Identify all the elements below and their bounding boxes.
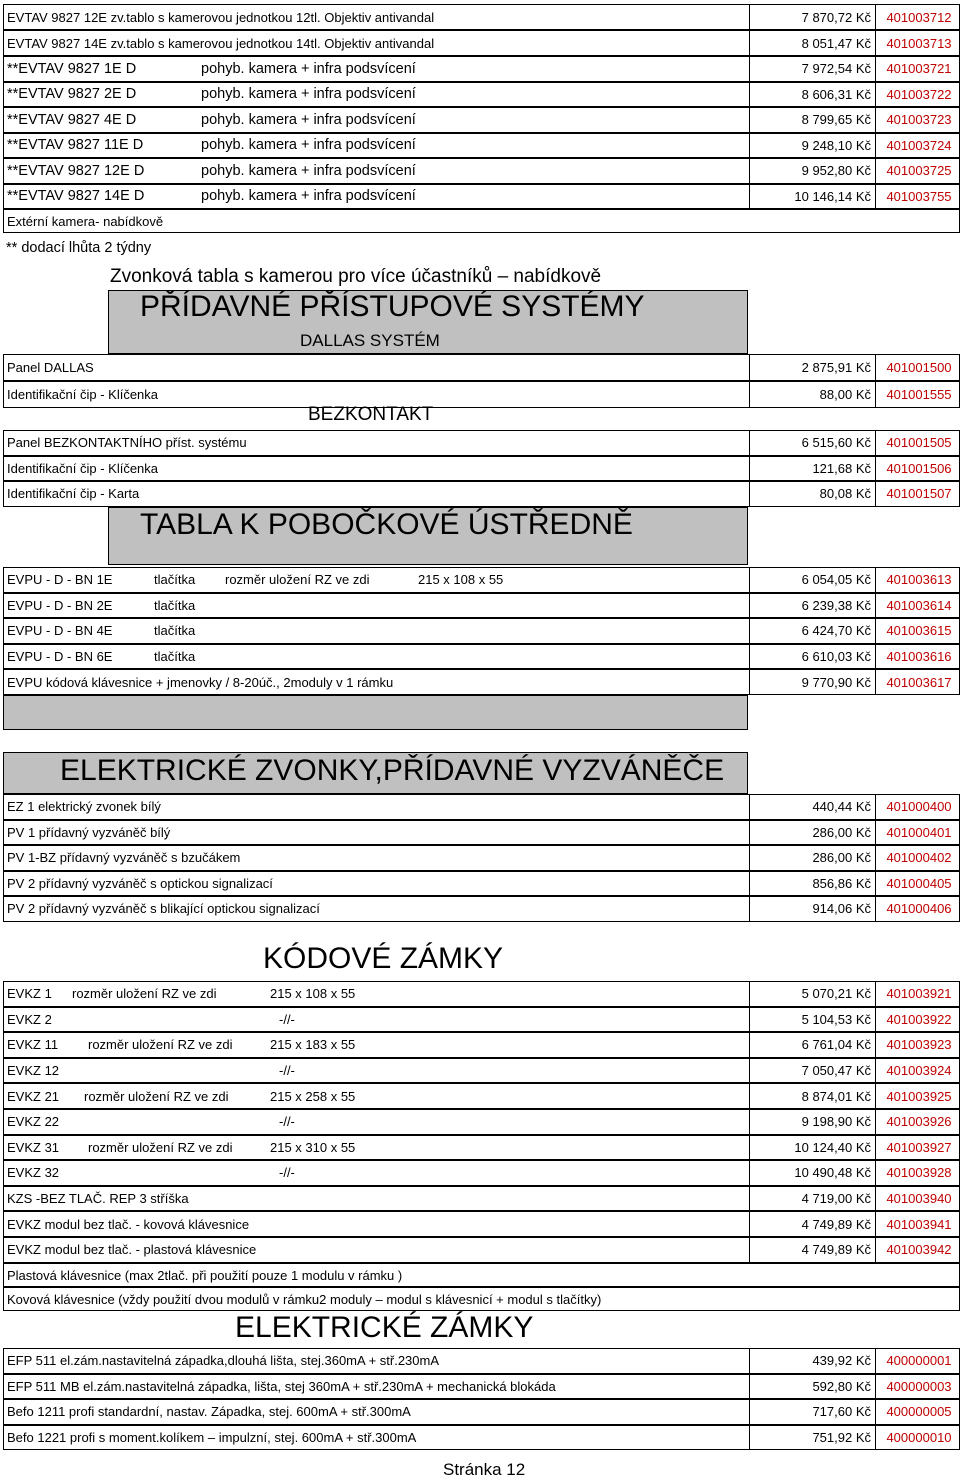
item-extra: rozměr uložení RZ ve zdi: [88, 1139, 233, 1155]
table-row: [3, 4, 960, 30]
product-code: 400000003: [875, 1375, 960, 1399]
price-cell: 751,92 Kč: [749, 1426, 875, 1450]
price-cell: 6 610,03 Kč: [749, 645, 875, 669]
table-row: [3, 871, 960, 897]
item-description: Panel DALLAS: [7, 360, 94, 375]
product-code: 401000402: [875, 846, 960, 870]
product-code: 401000406: [875, 897, 960, 921]
item-model: **EVTAV 9827 14E D: [7, 188, 145, 205]
table-row: [3, 133, 960, 159]
subsection-bezkontakt: BEZKONTAKT: [308, 404, 434, 425]
table-row: [3, 1263, 960, 1287]
item-description: PV 1 přídavný vyzváněč bílý: [7, 824, 171, 840]
note-multi-participant: Zvonková tabla s kamerou pro více účastníků – nabídkově: [110, 266, 602, 287]
section-title-zvonky: ELEKTRICKÉ ZVONKY,PŘÍDAVNÉ VYZVÁNĚČE: [60, 754, 725, 787]
note-metal-keypad: Kovová klávesnice (vždy použití dvou modulů v rámku2 moduly – modul s klávesnicí + modul s tlačítky): [7, 1291, 602, 1307]
product-code: 401003941: [875, 1212, 960, 1236]
item-model: EVKZ 1: [7, 986, 52, 1002]
product-code: 401003615: [875, 619, 960, 643]
section-title-zamky: KÓDOVÉ ZÁMKY: [263, 942, 504, 975]
item-model: EVKZ 11: [7, 1037, 59, 1053]
product-code: 401001500: [875, 355, 960, 380]
item-description: EFP 511 MB el.zám.nastavitelná západka, lišta, stej 360mA + stř.230mA + mechanická blokáda: [7, 1378, 556, 1394]
price-cell: 5 104,53 Kč: [749, 1008, 875, 1032]
price-cell: 4 749,89 Kč: [749, 1238, 875, 1262]
product-code: 401003928: [875, 1161, 960, 1185]
item-description: tlačítka: [154, 597, 196, 613]
table-row: [3, 1032, 960, 1058]
product-code: 401003942: [875, 1238, 960, 1262]
product-code: 401003725: [875, 159, 960, 183]
item-description: tlačítka: [154, 623, 196, 639]
price-cell: 2 875,91 Kč: [749, 355, 875, 380]
item-model: **EVTAV 9827 1E D: [7, 60, 137, 77]
price-cell: 914,06 Kč: [749, 897, 875, 921]
table-row: [3, 567, 960, 593]
item-description: Befo 1211 profi standardní, nastav. Západka, stej. 600mA + stř.300mA: [7, 1404, 411, 1420]
price-cell: 6 054,05 Kč: [749, 568, 875, 592]
item-extra: rozměr uložení RZ ve zdi: [84, 1088, 229, 1104]
price-cell: 717,60 Kč: [749, 1400, 875, 1424]
item-model: EVKZ modul bez tlač. - plastová klávesnice: [7, 1242, 257, 1258]
price-cell: 7 050,47 Kč: [749, 1059, 875, 1083]
item-model: EVPU - D - BN 1E: [7, 572, 113, 588]
table-row: [3, 354, 960, 381]
item-description: PV 2 přídavný vyzváněč s blikající optickou signalizací: [7, 901, 320, 917]
item-description: pohyb. kamera + infra podsvícení: [201, 111, 416, 128]
product-code: 401003721: [875, 57, 960, 81]
item-model: EVKZ 22: [7, 1114, 60, 1130]
table-row: [3, 107, 960, 133]
price-cell: 8 874,01 Kč: [749, 1084, 875, 1108]
item-description: PV 2 přídavný vyzváněč s optickou signalizací: [7, 875, 273, 891]
product-code: 401003921: [875, 982, 960, 1006]
price-cell: 7 870,72 Kč: [749, 5, 875, 29]
price-cell: 9 198,90 Kč: [749, 1110, 875, 1134]
table-row: [3, 481, 960, 507]
item-extra: rozměr uložení RZ ve zdi: [88, 1037, 233, 1053]
table-row: [3, 896, 960, 922]
item-model: **EVTAV 9827 11E D: [7, 137, 144, 154]
item-description: pohyb. kamera + infra podsvícení: [201, 162, 416, 179]
price-cell: 440,44 Kč: [749, 795, 875, 819]
price-cell: 9 770,90 Kč: [749, 670, 875, 694]
table-row: [3, 209, 960, 233]
table-row: [3, 233, 960, 263]
table-row: [3, 820, 960, 846]
item-size: 215 x 108 x 55: [418, 572, 504, 588]
price-cell: 10 146,14 Kč: [749, 185, 875, 209]
item-description: EZ 1 elektrický zvonek bílý: [7, 799, 161, 815]
table-row: [3, 593, 960, 619]
item-model: EVKZ 31: [7, 1139, 60, 1155]
note-external: Extérní kamera- nabídkově: [7, 213, 164, 229]
price-cell: 10 124,40 Kč: [749, 1136, 875, 1160]
table-row: [3, 1135, 960, 1161]
product-code: 400000001: [875, 1349, 960, 1373]
item-description: pohyb. kamera + infra podsvícení: [201, 188, 416, 205]
item-description: Panel BEZKONTAKTNÍHO příst. systému: [7, 435, 247, 451]
item-description: EVTAV 9827 14E zv.tablo s kamerovou jednotkou 14tl. Objektiv antivandal: [7, 35, 435, 51]
item-description: EFP 511 el.zám.nastavitelná západka,dlouhá lišta, stej.360mA + stř.230mA: [7, 1353, 440, 1369]
item-description: tlačítka: [154, 572, 196, 588]
product-code: 401001555: [875, 382, 960, 407]
product-code: 401000405: [875, 872, 960, 896]
product-code: 401003614: [875, 594, 960, 618]
price-cell: 4 749,89 Kč: [749, 1212, 875, 1236]
item-description: pohyb. kamera + infra podsvícení: [201, 137, 416, 154]
product-code: 401003925: [875, 1084, 960, 1108]
item-description: tlačítka: [154, 648, 196, 664]
price-cell: 592,80 Kč: [749, 1375, 875, 1399]
section-title-el-zamky: ELEKTRICKÉ ZÁMKY: [235, 1311, 534, 1344]
item-description: PV 1-BZ přídavný vyzváněč s bzučákem: [7, 850, 241, 866]
item-description: Identifikační čip - Klíčenka: [7, 387, 159, 402]
section-title-access: PŘÍDAVNÉ PŘÍSTUPOVÉ SYSTÉMY: [140, 290, 645, 323]
item-description: EVPU kódová klávesnice + jmenovky / 8-20úč., 2moduly v 1 rámku: [7, 674, 394, 690]
table-row: [3, 56, 960, 82]
table-row: [3, 30, 960, 56]
price-cell: 88,00 Kč: [749, 382, 875, 407]
product-code: 401003617: [875, 670, 960, 694]
item-description: Befo 1221 profi s moment.kolíkem – impulzní, stej. 600mA + stř.300mA: [7, 1429, 417, 1445]
table-row: [3, 644, 960, 670]
price-cell: 8 051,47 Kč: [749, 31, 875, 55]
product-code: 401001505: [875, 431, 960, 455]
table-row: [3, 1425, 960, 1451]
price-cell: 10 490,48 Kč: [749, 1161, 875, 1185]
page-footer: Stránka 12: [443, 1460, 526, 1479]
product-code: 401003712: [875, 5, 960, 29]
price-cell: 80,08 Kč: [749, 482, 875, 506]
section-title-tabla: TABLA K POBOČKOVÉ ÚSTŘEDNĚ: [140, 508, 633, 541]
table-row: [3, 1083, 960, 1109]
price-cell: 5 070,21 Kč: [749, 982, 875, 1006]
item-size: 215 x 183 x 55: [270, 1037, 356, 1053]
product-code: 401003940: [875, 1187, 960, 1211]
product-code: 400000005: [875, 1400, 960, 1424]
price-cell: 286,00 Kč: [749, 846, 875, 870]
item-size: -//-: [279, 1011, 295, 1027]
price-cell: 856,86 Kč: [749, 872, 875, 896]
item-model: EVPU - D - BN 2E: [7, 597, 113, 613]
table-row: [3, 1109, 960, 1135]
item-model: EVKZ 21: [7, 1088, 60, 1104]
item-model: EVKZ 32: [7, 1165, 60, 1181]
table-row: [3, 794, 960, 820]
price-cell: 439,92 Kč: [749, 1349, 875, 1373]
item-size: 215 x 258 x 55: [270, 1088, 356, 1104]
price-cell: 7 972,54 Kč: [749, 57, 875, 81]
table-row: [3, 1160, 960, 1186]
subsection-dallas: DALLAS SYSTÉM: [300, 331, 440, 350]
item-model: EVPU - D - BN 4E: [7, 623, 113, 639]
item-model: KZS -BEZ TLAČ. REP 3 stříška: [7, 1191, 189, 1207]
table-row: [3, 1007, 960, 1033]
table-row: [3, 456, 960, 482]
note-delivery: ** dodací lhůta 2 týdny: [6, 240, 152, 256]
item-model: EVKZ modul bez tlač. - kovová klávesnice: [7, 1216, 250, 1232]
table-row: [3, 1348, 960, 1374]
item-model: **EVTAV 9827 2E D: [7, 86, 137, 103]
table-row: [3, 1374, 960, 1400]
table-row: [3, 1237, 960, 1263]
product-code: 401003923: [875, 1033, 960, 1057]
price-cell: 6 424,70 Kč: [749, 619, 875, 643]
table-row: [3, 381, 960, 408]
price-cell: 8 799,65 Kč: [749, 108, 875, 132]
table-row: [3, 430, 960, 456]
product-code: 401003926: [875, 1110, 960, 1134]
table-row: [3, 618, 960, 644]
item-description: Identifikační čip - Karta: [7, 486, 140, 502]
product-code: 401003723: [875, 108, 960, 132]
product-code: 401003616: [875, 645, 960, 669]
product-code: 401001507: [875, 482, 960, 506]
item-model: EVKZ 2: [7, 1011, 52, 1027]
price-cell: 9 952,80 Kč: [749, 159, 875, 183]
section-spacer-bg: [3, 695, 748, 730]
price-cell: 6 515,60 Kč: [749, 431, 875, 455]
table-row: [3, 845, 960, 871]
item-model: **EVTAV 9827 12E D: [7, 162, 145, 179]
product-code: 401003713: [875, 31, 960, 55]
table-row: [3, 1287, 960, 1311]
item-model: EVKZ 12: [7, 1063, 60, 1079]
item-size: -//-: [279, 1165, 295, 1181]
item-size: -//-: [279, 1114, 295, 1130]
item-model: **EVTAV 9827 4E D: [7, 111, 137, 128]
product-code: 401003613: [875, 568, 960, 592]
table-row: [3, 669, 960, 695]
note-plastic-keypad: Plastová klávesnice (max 2tlač. při použití pouze 1 modulu v rámku ): [7, 1267, 403, 1283]
product-code: 401003927: [875, 1136, 960, 1160]
table-row: [3, 1399, 960, 1425]
price-cell: 286,00 Kč: [749, 821, 875, 845]
item-description: EVTAV 9827 12E zv.tablo s kamerovou jednotkou 12tl. Objektiv antivandal: [7, 9, 435, 25]
item-description: pohyb. kamera + infra podsvícení: [201, 86, 416, 103]
item-description: pohyb. kamera + infra podsvícení: [201, 60, 416, 77]
item-size: -//-: [279, 1063, 295, 1079]
table-row: [3, 1058, 960, 1084]
table-row: [3, 1211, 960, 1237]
price-cell: 4 719,00 Kč: [749, 1187, 875, 1211]
product-code: 401003755: [875, 185, 960, 209]
product-code: 401003724: [875, 134, 960, 158]
table-row: [3, 184, 960, 210]
table-row: [3, 1186, 960, 1212]
product-code: 400000010: [875, 1426, 960, 1450]
table-row: [3, 981, 960, 1007]
item-extra: rozměr uložení RZ ve zdi: [72, 986, 217, 1002]
price-cell: 6 239,38 Kč: [749, 594, 875, 618]
product-code: 401001506: [875, 457, 960, 481]
product-code: 401000401: [875, 821, 960, 845]
price-cell: 9 248,10 Kč: [749, 134, 875, 158]
item-description: Identifikační čip - Klíčenka: [7, 460, 159, 476]
product-code: 401003722: [875, 83, 960, 107]
price-cell: 121,68 Kč: [749, 457, 875, 481]
price-cell: 6 761,04 Kč: [749, 1033, 875, 1057]
product-code: 401003922: [875, 1008, 960, 1032]
price-cell: 8 606,31 Kč: [749, 83, 875, 107]
table-row: [3, 82, 960, 108]
item-size: 215 x 108 x 55: [270, 986, 356, 1002]
item-model: EVPU - D - BN 6E: [7, 648, 113, 664]
product-code: 401000400: [875, 795, 960, 819]
product-code: 401003924: [875, 1059, 960, 1083]
table-row: [3, 158, 960, 184]
item-size: 215 x 310 x 55: [270, 1139, 356, 1155]
item-extra: rozměr uložení RZ ve zdi: [225, 572, 370, 588]
